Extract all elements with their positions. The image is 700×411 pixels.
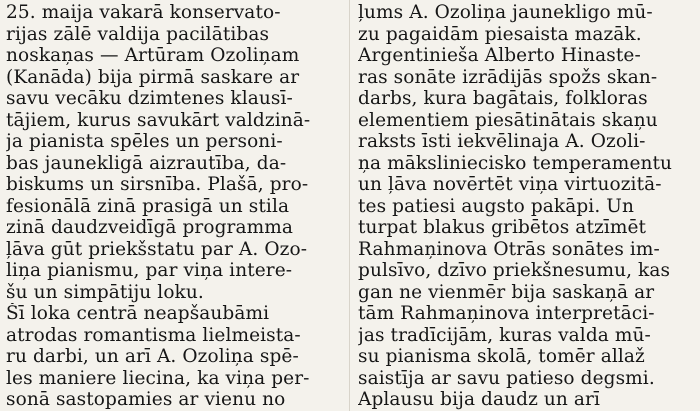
text-line: fesionālā zinā prasigā un stila xyxy=(6,195,290,217)
text-line: zu pagaidām piesaista mazāk. xyxy=(358,23,642,45)
text-line: ņa mākslinieciskо temperamentu xyxy=(358,152,673,174)
text-line: raksts īsti iekvēlinaja A. Ozoli- xyxy=(358,131,646,152)
text-line: biskums un sirsnība. Plašā, pro- xyxy=(6,174,309,195)
text-line: darbs, kura bagātais, folkloras xyxy=(358,88,648,109)
text-line: un ļāva novērtēt viņa virtuozitā- xyxy=(358,174,662,195)
text-line: Aplausu bija daudz un arī xyxy=(358,389,601,410)
text-line: šu un simpātiju loku. xyxy=(6,281,204,303)
text-line: tes patiesi augsto pakāpi. Un xyxy=(358,195,634,217)
text-line: elementiem piesātinātais skaņu xyxy=(358,109,658,131)
text-line: ru darbi, un arī A. Ozoliņa spē- xyxy=(6,346,299,367)
article-column-left xyxy=(6,2,344,411)
text-line: su pianisma skolā, tomēr allaž xyxy=(358,346,645,367)
text-line: tām Rahmaņinova interpretāci- xyxy=(358,303,655,324)
text-line: ja pianista spēles un personi- xyxy=(6,131,283,152)
article-column-right xyxy=(358,2,696,411)
text-line: gan ne vienmēr bija saskaņā ar xyxy=(358,281,655,303)
text-line: zinā daudzveidīgā programma xyxy=(6,217,294,238)
text-line: rijas zālē valdija pacilātibas xyxy=(6,23,270,45)
text-line: (Kanāda) bija pirmā saskare ar xyxy=(6,66,300,88)
text-line: les maniere liecina, ka viņa per- xyxy=(6,367,310,389)
text-line: atrodas romantisma lielmeistа- xyxy=(6,324,301,346)
text-line: Šī loka centrā neapšaubāmi xyxy=(6,303,270,324)
text-line: 25. maija vakarā konservato- xyxy=(6,2,281,23)
text-line: Argentinieša Alberto Hinaste- xyxy=(358,45,641,66)
text-line: ras sonāte izrādijās spožs skan- xyxy=(358,66,658,88)
text-line: ļāva gūt priekšstatu par A. Ozo- xyxy=(6,238,308,260)
text-line: turpat blakus gribētos atzīmēt xyxy=(358,217,647,238)
text-line: noskaņas — Artūram Ozoliņam xyxy=(6,45,300,66)
text-line: savu vecāku dzimtenes klausī- xyxy=(6,88,293,109)
text-line: ļums A. Ozoliņa jaunekligo mū- xyxy=(358,2,653,23)
column-divider xyxy=(349,0,350,411)
text-line: liņa pianismu, par viņa intere- xyxy=(6,260,293,281)
text-line: jas tradīcijām, kuras valda mū- xyxy=(358,324,651,346)
text-line: tājiem, kurus savukārt valdzinā- xyxy=(6,109,311,131)
text-line: saistīja ar savu patieso degsmi. xyxy=(358,367,655,389)
text-line: pulsīvo, dzīvo priekšnesumu, kas xyxy=(358,260,671,281)
text-line: sonā sastopamies ar vienu no xyxy=(6,389,286,410)
text-line: bas jaunekligā aizrautība, da- xyxy=(6,152,287,174)
text-line: Rahmaņinova Otrās sonātes im- xyxy=(358,238,660,260)
